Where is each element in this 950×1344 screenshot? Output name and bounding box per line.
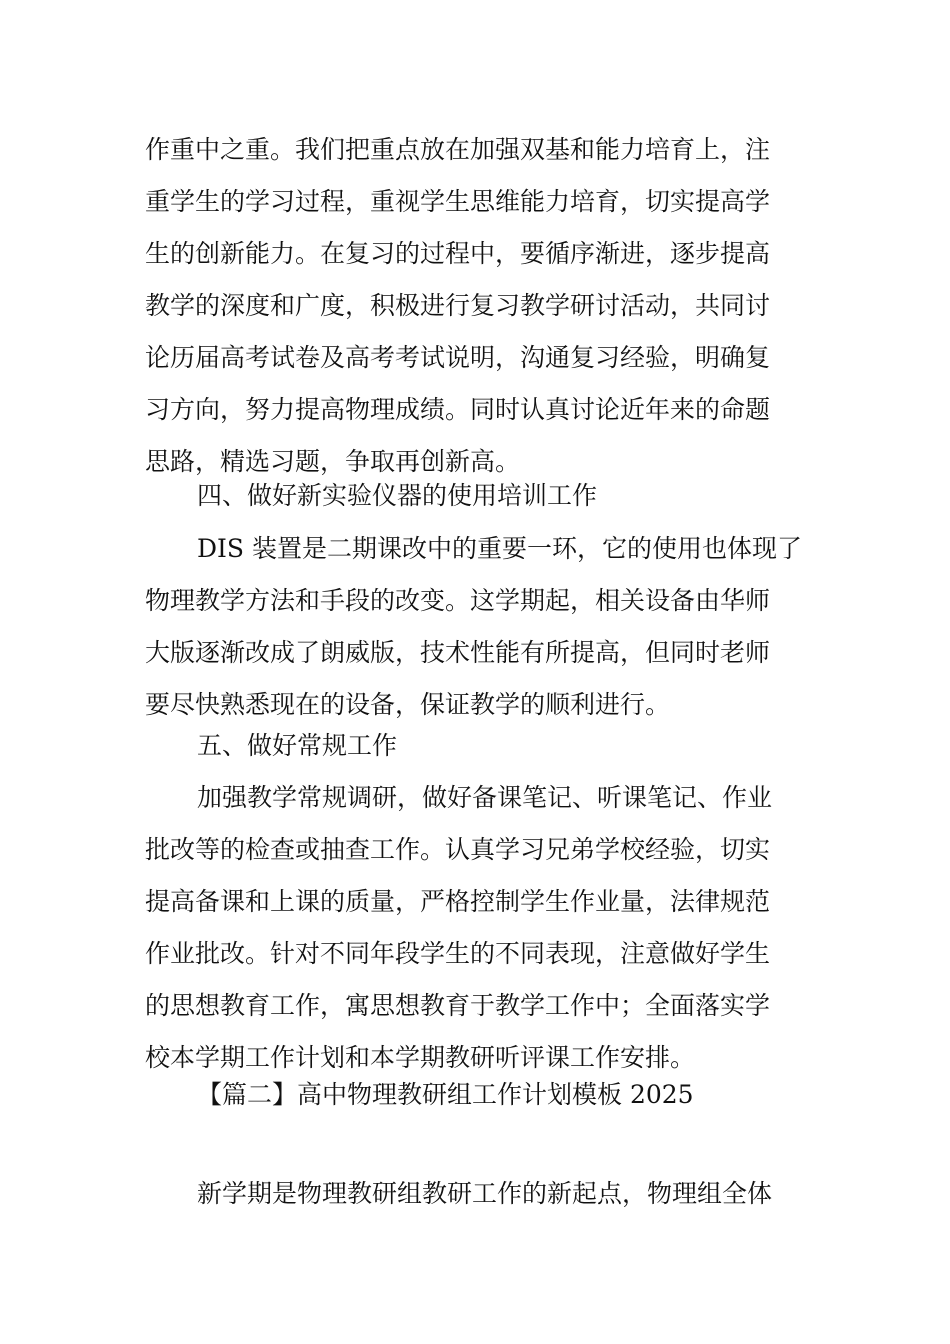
heading-text: 五、做好常规工作 bbox=[197, 731, 398, 760]
text-line: 大版逐渐改成了朗威版，技术性能有所提高，但同时老师 bbox=[145, 638, 771, 667]
text-line: 作重中之重。我们把重点放在加强双基和能力培育上，注 bbox=[145, 135, 771, 164]
paragraph-routine bbox=[145, 772, 815, 1084]
paragraph-dis bbox=[145, 523, 815, 731]
text-line: 思路，精选习题，争取再创新高。 bbox=[145, 447, 521, 476]
text-line: 论历届高考试卷及高考考试说明，沟通复习经验，明确复 bbox=[145, 343, 771, 372]
text-line: 生的创新能力。在复习的过程中，要循序渐进，逐步提高 bbox=[145, 239, 771, 268]
section-heading-5 bbox=[145, 720, 815, 772]
text-line: 加强教学常规调研，做好备课笔记、听课笔记、作业 bbox=[197, 783, 773, 812]
heading-text: 四、做好新实验仪器的使用培训工作 bbox=[197, 481, 598, 510]
text-line: 作业批改。针对不同年段学生的不同表现，注意做好学生 bbox=[145, 939, 771, 968]
part-two-title bbox=[145, 1069, 815, 1121]
text-line: 校本学期工作计划和本学期教研听评课工作安排。 bbox=[145, 1043, 696, 1072]
text-line: DIS 装置是二期课改中的重要一环，它的使用也体现了 bbox=[197, 534, 802, 563]
text-line: 新学期是物理教研组教研工作的新起点，物理组全体 bbox=[197, 1179, 773, 1208]
section-heading-4 bbox=[145, 470, 815, 522]
text-line: 批改等的检查或抽查工作。认真学习兄弟学校经验，切实 bbox=[145, 835, 771, 864]
text-line: 习方向，努力提高物理成绩。同时认真讨论近年来的命题 bbox=[145, 395, 771, 424]
paragraph-new-semester bbox=[145, 1168, 815, 1220]
text-line: 的思想教育工作，寓思想教育于教学工作中；全面落实学 bbox=[145, 991, 771, 1020]
text-line: 教学的深度和广度，积极进行复习教学研讨活动，共同讨 bbox=[145, 291, 771, 320]
part-title-text: 【篇二】高中物理教研组工作计划模板 2025 bbox=[197, 1080, 694, 1109]
text-line: 提高备课和上课的质量，严格控制学生作业量，法律规范 bbox=[145, 887, 771, 916]
text-line: 要尽快熟悉现在的设备，保证教学的顺利进行。 bbox=[145, 690, 671, 719]
text-line: 重学生的学习过程，重视学生思维能力培育，切实提高学 bbox=[145, 187, 771, 216]
paragraph-continuation bbox=[145, 124, 815, 488]
text-line: 物理教学方法和手段的改变。这学期起，相关设备由华师 bbox=[145, 586, 771, 615]
